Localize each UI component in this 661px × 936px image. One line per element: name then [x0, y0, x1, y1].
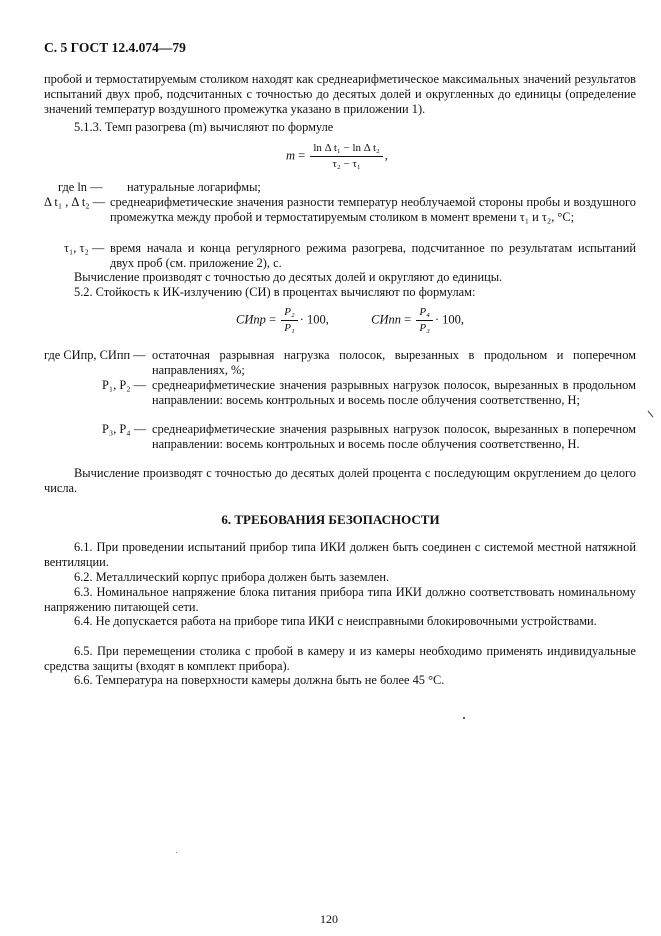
definition-ln	[44, 180, 636, 195]
definition-p1-p2	[44, 378, 636, 424]
formula-a-lhs: СИпр	[236, 312, 266, 327]
formula-a-numerator: P₂	[281, 306, 298, 321]
formula-denominator: τ₂ − τ₁	[332, 158, 361, 170]
formula-tail: ,	[384, 148, 389, 163]
item-6-1: 6.1. При проведении испытаний прибор типа ИКИ должен быть соединен с системой местной натяжной вентиляции.	[44, 540, 636, 570]
formula-fraction	[310, 142, 383, 171]
definition-tau	[44, 241, 636, 272]
definition-label: где СИпр, СИпп —	[44, 348, 146, 362]
definition-text: среднеарифметические значения разрывных нагрузок полосок, вырезанных в продольном направлении: восемь контрольных и восемь после облучения соответственно, Н;	[152, 378, 636, 408]
paragraph-calc-precision: Вычисление производят с точностью до десятых долей и округляют до единицы.	[74, 270, 503, 284]
page-number: 120	[320, 912, 338, 926]
definition-text: среднеарифметические значения разрывных нагрузок полосок, вырезанных в поперечном направлении: восемь контрольных и восемь после облучения соответственно, Н.	[152, 422, 636, 452]
paragraph-5-1-3: 5.1.3. Темп разогрева (m) вычисляют по формуле	[74, 120, 334, 134]
scan-mark	[648, 411, 654, 418]
formula-resistance: СИпр = $\frac{\text{P₂}}{\text{P₁}}$ · 100, СИпп = $\frac{\text{P₄}}{\text{P₃}}$ · 100,	[236, 306, 465, 334]
definition-delta-t	[44, 195, 636, 241]
definition-p3-p4	[44, 422, 636, 468]
definition-si	[44, 348, 636, 379]
section-title: 6. ТРЕБОВАНИЯ БЕЗОПАСНОСТИ	[221, 512, 440, 527]
formula-b-tail: · 100,	[434, 312, 465, 327]
formula-a-denominator: P₁	[284, 322, 295, 334]
item-6-2: 6.2. Металлический корпус прибора должен быть заземлен.	[74, 570, 390, 584]
item-6-6: 6.6. Температура на поверхности камеры должна быть не более 45 °С.	[74, 673, 445, 687]
paragraph-continuation: пробой и термостатируемым столиком находят как среднеарифметическое максимальных значений результатов испытаний двух проб, подсчитанных с точностью до десятых долей и округленных до единицы (определение значений температур воздушного промежутка указано в приложении 1).	[44, 72, 636, 117]
definition-label: P₃, P₄ —	[102, 422, 147, 436]
item-6-4: 6.4. Не допускается работа на приборе типа ИКИ с неисправными блокировочными устройствами.	[74, 614, 597, 628]
formula-b-lhs: СИпп	[371, 312, 402, 327]
definition-label: где ln —	[58, 180, 103, 194]
paragraph-percent-precision: Вычисление производят с точностью до десятых долей процента с последующим округлением до целого числа.	[44, 466, 636, 496]
formula-a-fraction	[281, 306, 298, 335]
formula-b-fraction	[416, 306, 433, 335]
definition-text: остаточная разрывная нагрузка полосок, вырезанных в продольном и поперечном направлениях, %;	[152, 348, 636, 378]
formula-lhs: m	[286, 148, 296, 163]
formula-b-denominator: P₃	[419, 322, 430, 334]
definition-label: P₁, P₂ —	[102, 378, 147, 392]
definition-text: среднеарифметические значения разности температур необлучаемой стороны пробы и воздушного промежутка между пробой и термостатируемым столиком в момент времени τ₁ и τ₂, °С;	[110, 195, 636, 225]
formula-b-numerator: P₄	[416, 306, 433, 321]
definition-text: время начала и конца регулярного режима разогрева, подсчитанное по результатам испытаний двух проб (см. приложение 2), с.	[110, 241, 636, 271]
paragraph-5-2: 5.2. Стойкость к ИК-излучению (СИ) в процентах вычисляют по формулам:	[74, 285, 476, 299]
item-6-5: 6.5. При перемещении столика с пробой в камеру и из камеры необходимо применять индивидуальные средства защиты (входят в комплект прибора).	[44, 644, 636, 674]
formula-numerator: ln Δ t₁ − ln Δ t₂	[310, 142, 383, 157]
formula-heating-rate: m = $\frac{\text{ln Δ t₁ − ln Δ t₂}}{\text{τ₂ − τ₁}}$ ,	[286, 142, 389, 170]
definition-text: натуральные логарифмы;	[127, 180, 261, 194]
scan-dot	[176, 852, 177, 853]
scan-dot	[463, 717, 465, 719]
formula-a-tail: · 100,	[299, 312, 329, 327]
definition-label: τ₁, τ₂ —	[64, 241, 105, 255]
definition-label: Δ t₁ , Δ t₂ —	[44, 195, 106, 209]
item-6-3: 6.3. Номинальное напряжение блока питания прибора типа ИКИ должно соответствовать номинальному напряжению питающей сети.	[44, 585, 636, 615]
page-header: С. 5 ГОСТ 12.4.074—79	[44, 40, 186, 55]
